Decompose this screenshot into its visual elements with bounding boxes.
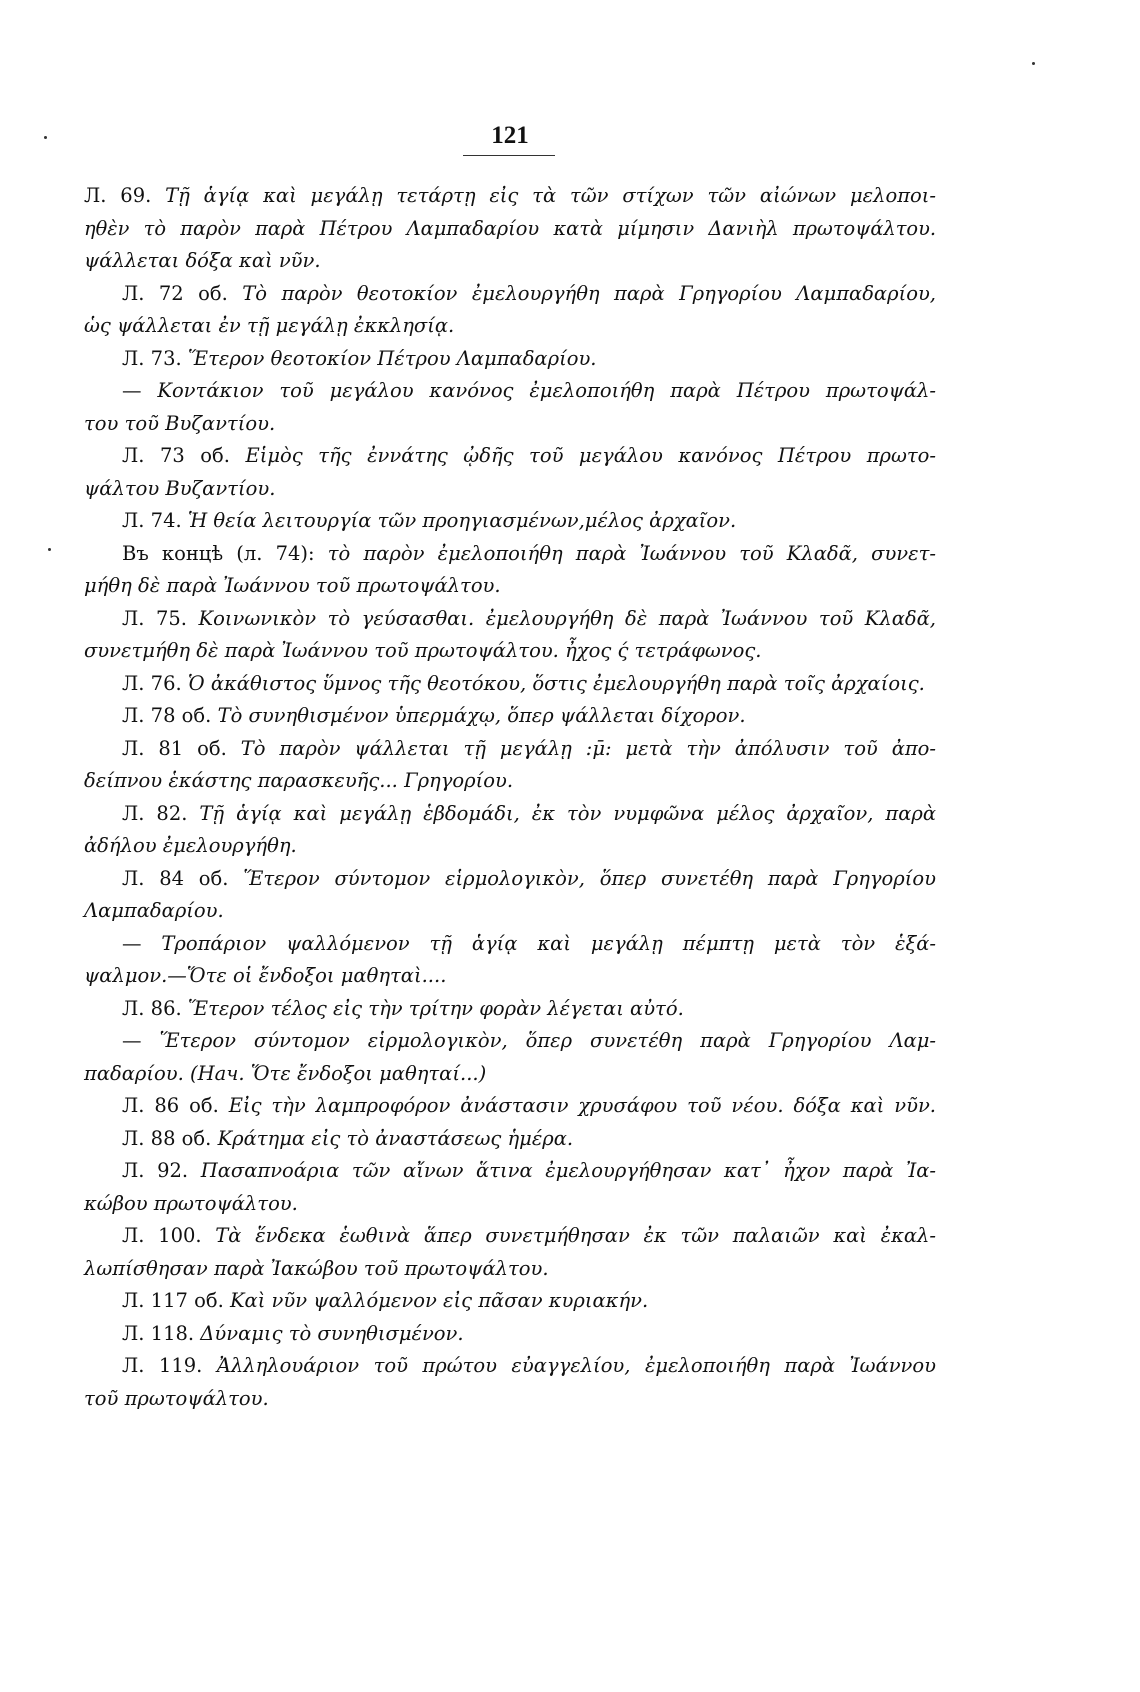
text-line (84, 1090, 936, 1123)
line-text: Τὰ ἕνδεκα ἑωθινὰ ἅπερ συνετμήθησαν ἐκ τῶν παλαιῶν καὶ ἐκαλ- (215, 1224, 936, 1247)
line-text: κώβου πρωτοψάλτου. (84, 1191, 298, 1215)
text-line (84, 1220, 936, 1253)
line-text: συνετμήθη δὲ παρὰ Ἰωάννου τοῦ πρωτοψάλτου. ἦχος ς́ τετράφωνος. (84, 639, 762, 662)
line-text: ψάλτου Βυζαντίου. (84, 476, 276, 500)
text-line (84, 1155, 936, 1188)
text-line (84, 668, 936, 701)
line-text: παδαρίου. (Нач. Ὅτε ἔνδοξοι μαθηταί...) (84, 1061, 487, 1085)
text-line (84, 213, 936, 246)
line-text: Καὶ νῦν ψαλλόμενον εἰς πᾶσαν κυριακήν. (229, 1289, 649, 1312)
text-line (84, 473, 936, 506)
line-text: Ἡ θεία λειτουργία τῶν προηγιασμένων,μέλος ἀρχαῖον. (187, 509, 737, 532)
line-text: Κοινωνικὸν τὸ γεύσασθαι. ἐμελουργήθη δὲ παρὰ Ἰωάννου τοῦ Κλαδᾶ, (198, 606, 937, 630)
line-text: Κοντάκιον τοῦ μεγάλου κανόνος ἐμελοποιήθη παρὰ Πέτρου πρωτοψάλ- (157, 379, 937, 402)
text-line (84, 1383, 936, 1416)
text-line (84, 798, 936, 831)
folio-ref: Л. 81 об. (122, 736, 227, 760)
line-text: Ὁ ἀκάθιστος ὕμνος τῆς θεοτόκου, ὅστις ἐμελουργήθη παρὰ τοῖς ἀρχαίοις. (187, 671, 925, 695)
line-text: Εἱμὸς τῆς ἐννάτης ᾠδῆς τοῦ μεγάλου κανόνος Πέτρου πρωτο- (245, 444, 936, 467)
text-line (84, 993, 936, 1026)
scan-speck (44, 136, 47, 139)
text-line (84, 180, 936, 213)
text-line (84, 1318, 936, 1351)
text-line (84, 375, 936, 408)
line-text: μήθη δὲ παρὰ Ἰωάννου τοῦ πρωτοψάλτου. (84, 574, 501, 597)
folio-ref: — (122, 379, 142, 402)
text-line (84, 1253, 936, 1286)
line-text: Τὸ παρὸν ψάλλεται τῇ μεγάλῃ :μ̄: μετὰ τὴν ἀπόλυσιν τοῦ ἀπο- (240, 736, 937, 760)
folio-ref: Л. 74. (122, 509, 182, 532)
text-line (84, 343, 936, 376)
folio-ref: Л. 119. (122, 1354, 203, 1377)
text-line (84, 1188, 936, 1221)
line-text: Κράτημα εἰς τὸ ἀναστάσεως ἡμέρα. (217, 1126, 574, 1150)
line-text: Τὸ παρὸν θεοτοκίον ἐμελουργήθη παρὰ Γρηγορίου Λαμπαδαρίου, (242, 281, 937, 305)
folio-ref: Л. 72 об. (122, 281, 228, 305)
line-text: τοῦ πρωτοψάλτου. (84, 1386, 269, 1410)
folio-ref: Л. 76. (122, 671, 182, 695)
line-text: τὸ παρὸν ἐμελοποιήθη παρὰ Ἰωάννου τοῦ Κλαδᾶ, συνετ- (327, 541, 936, 565)
folio-ref: Л. 82. (122, 801, 188, 825)
folio-ref: — (122, 931, 142, 955)
line-text: Πασαπνοάρια τῶν αἴνων ἅτινα ἐμελουργήθησαν κατ᾿ ἦχον παρὰ Ἰα- (200, 1159, 937, 1182)
entry-list (84, 180, 936, 1415)
text-line (84, 895, 936, 928)
text-line (84, 310, 936, 343)
text-line (84, 1123, 936, 1156)
line-text: ψάλλεται δόξα καὶ νῦν. (84, 249, 321, 272)
text-line (84, 603, 936, 636)
line-text: Ἀλληλουάριον τοῦ πρώτου εὐαγγελίου, ἐμελοποιήθη παρὰ Ἰωάννου (216, 1354, 937, 1377)
text-line (84, 700, 936, 733)
line-text: Ἕτερον σύντομον εἱρμολογικὸν, ὅπερ συνετέθη παρὰ Γρηγορίου Λαμ- (159, 1029, 937, 1052)
line-text: ὡς ψάλλεται ἐν τῇ μεγάλῃ ἐκκλησίᾳ. (84, 314, 455, 337)
line-text: Εἰς τὴν λαμπροφόρον ἀνάστασιν χρυσάφου τοῦ νέου. δόξα καὶ νῦν. (228, 1094, 936, 1117)
folio-ref: Л. 92. (122, 1159, 189, 1182)
line-text: Τὸ συνηθισμένον ὑπερμάχῳ, ὅπερ ψάλλεται δίχορον. (217, 704, 746, 727)
text-line (84, 765, 936, 798)
line-text: Ἕτερον θεοτοκίον Πέτρου Λαμπαδαρίου. (187, 346, 597, 370)
folio-ref: Л. 73. (122, 346, 182, 370)
folio-ref: Л. 86. (122, 996, 182, 1020)
folio-ref: Л. 84 об. (122, 866, 229, 890)
folio-ref: Л. 100. (122, 1224, 202, 1247)
folio-ref: Л. 69. (84, 184, 152, 207)
line-text: Τροπάριον ψαλλόμενον τῇ ἁγίᾳ καὶ μεγάλῃ πέμπτῃ μετὰ τὸν ἑξά- (161, 931, 936, 955)
text-line (84, 245, 936, 278)
page-number-rule (463, 155, 555, 156)
line-text: ψαλμον.—Ὅτε οἱ ἔνδοξοι μαθηταὶ.... (84, 964, 447, 987)
page-number: 121 (491, 122, 529, 149)
text-line (84, 960, 936, 993)
line-text: Ἕτερον σύντομον εἱρμολογικὸν, ὅπερ συνετέθη παρὰ Γρηγορίου (243, 866, 937, 890)
line-text: λωπίσθησαν παρὰ Ἰακώβου τοῦ πρωτοψάλτου. (84, 1256, 549, 1280)
folio-ref: Въ концѣ (л. 74): (122, 541, 315, 565)
text-line (84, 1285, 936, 1318)
line-text: Τῇ ἁγίᾳ καὶ μεγάλῃ ἑβδομάδι, ἐκ τὸν νυμφῶνα μέλος ἀρχαῖον, παρὰ (199, 801, 937, 825)
text-line (84, 278, 936, 311)
folio-ref: Л. 75. (122, 606, 187, 630)
line-text: Τῇ ἁγίᾳ καὶ μεγάλῃ τετάρτῃ εἰς τὰ τῶν στίχων τῶν αἰώνων μελοποι- (165, 184, 936, 207)
text-line (84, 863, 936, 896)
text-line (84, 408, 936, 441)
scan-speck (1032, 62, 1035, 65)
text-line (84, 570, 936, 603)
folio-ref: Л. 117 об. (122, 1289, 224, 1312)
line-text: Ἕτερον τέλος εἰς τὴν τρίτην φορὰν λέγεται αὐτό. (187, 996, 684, 1020)
text-line (84, 440, 936, 473)
text-line (84, 928, 936, 961)
line-text: Λαμπαδαρίου. (84, 899, 224, 922)
text-line (84, 505, 936, 538)
line-text: ηθὲν τὸ παρὸν παρὰ Πέτρου Λαμπαδαρίου κατὰ μίμησιν Δανιὴλ πρωτοψάλτου. (84, 216, 936, 240)
scan-speck (48, 548, 51, 551)
text-line (84, 1058, 936, 1091)
text-line (84, 635, 936, 668)
line-text: δείπνου ἑκάστης παρασκευῆς... Γρηγορίου. (84, 769, 514, 792)
folio-ref: Л. 118. (122, 1321, 195, 1345)
text-line (84, 733, 936, 766)
text-line (84, 830, 936, 863)
line-text: ἀδήλου ἐμελουργήθη. (84, 834, 297, 857)
text-line (84, 1350, 936, 1383)
folio-ref: — (122, 1029, 142, 1052)
text-line (84, 1025, 936, 1058)
folio-ref: Л. 73 об. (122, 444, 230, 467)
folio-ref: Л. 78 об. (122, 704, 212, 727)
line-text: Δύναμις τὸ συνηθισμένον. (200, 1321, 464, 1345)
text-line (84, 538, 936, 571)
folio-ref: Л. 86 об. (122, 1094, 219, 1117)
line-text: του τοῦ Βυζαντίου. (84, 411, 276, 435)
folio-ref: Л. 88 об. (122, 1126, 212, 1150)
